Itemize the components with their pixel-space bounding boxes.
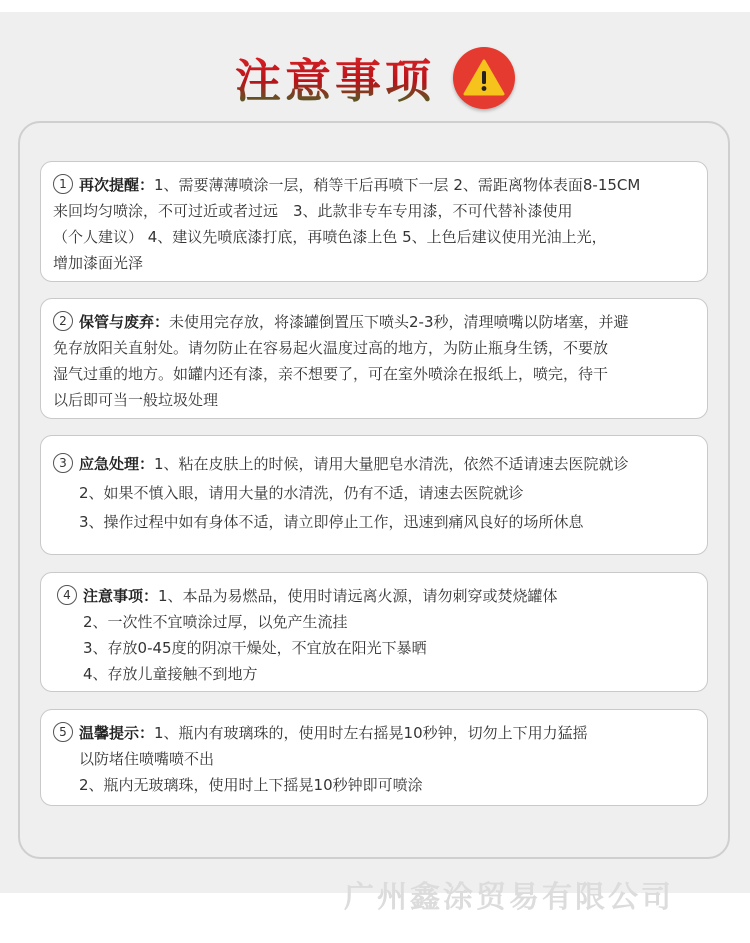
card-line (53, 720, 695, 746)
card-line (57, 583, 695, 609)
notice-card-precautions (40, 572, 708, 692)
card-line: 4、存放儿童接触不到地方 (83, 665, 258, 683)
card-line: 3、存放0-45度的阴凉干燥处，不宜放在阳光下暴晒 (83, 639, 427, 657)
footer-watermark-text: 广州鑫涂贸易有限公司 (344, 880, 674, 915)
card-number: 4 (57, 585, 77, 605)
notice-card-tips (40, 709, 708, 806)
card-line: 2、如果不慎入眼，请用大量的水清洗，仍有不适，请速去医院就诊 (79, 484, 524, 502)
card-number: 3 (53, 453, 73, 473)
card-line: 2、一次性不宜喷涂过厚，以免产生流挂 (83, 613, 348, 631)
card-number: 2 (53, 311, 73, 331)
card-line (53, 309, 695, 335)
notice-card-reminder (40, 161, 708, 282)
page-title: 注意事项 (235, 45, 435, 111)
footer-watermark (344, 872, 744, 915)
card-line: 来回均匀喷涂，不可过近或者过远 3、此款非专车专用漆，不可代替补漆使用 (53, 202, 573, 220)
card-line: 增加漆面光泽 (53, 254, 144, 272)
top-strip (0, 0, 750, 12)
card-text: 1、本品为易燃品，使用时请远离火源，请勿刺穿或焚烧罐体 (158, 587, 558, 605)
notice-card-emergency (40, 435, 708, 555)
title-bar (0, 38, 750, 118)
card-line: 免存放阳关直射处。请勿防止在容易起火温度过高的地方，为防止瓶身生锈，不要放 (53, 339, 609, 357)
card-heading: 保管与废弃： (79, 313, 170, 331)
card-line: 以后即可当一般垃圾处理 (53, 391, 219, 409)
notice-card-storage (40, 298, 708, 419)
card-text: 1、瓶内有玻璃珠的，使用时左右摇晃10秒钟，切勿上下用力猛摇 (154, 724, 588, 742)
card-heading: 再次提醒： (79, 176, 155, 194)
card-text: 1、需要薄薄喷涂一层，稍等干后再喷下一层 2、需距离物体表面8-15CM (154, 176, 641, 194)
card-text: 1、粘在皮肤上的时候，请用大量肥皂水清洗，依然不适请速去医院就诊 (154, 455, 629, 473)
warning-icon (453, 47, 515, 109)
card-heading: 注意事项： (83, 587, 159, 605)
card-line: 以防堵住喷嘴喷不出 (79, 750, 215, 768)
card-heading: 温馨提示： (79, 724, 155, 742)
card-line (53, 450, 695, 479)
card-number: 1 (53, 174, 73, 194)
card-number: 5 (53, 722, 73, 742)
card-heading: 应急处理： (79, 455, 155, 473)
card-line: 2、瓶内无玻璃珠，使用时上下摇晃10秒钟即可喷涂 (79, 776, 423, 794)
card-line: （个人建议） 4、建议先喷底漆打底，再喷色漆上色 5、上色后建议使用光油上光， (53, 228, 607, 246)
card-line: 3、操作过程中如有身体不适，请立即停止工作，迅速到痛风良好的场所休息 (79, 513, 584, 531)
card-line (53, 172, 695, 198)
card-line: 湿气过重的地方。如罐内还有漆，亲不想要了，可在室外喷涂在报纸上，喷完，待干 (53, 365, 609, 383)
card-text: 未使用完存放，将漆罐倒置压下喷头2-3秒，清理喷嘴以防堵塞，并避 (169, 313, 629, 331)
